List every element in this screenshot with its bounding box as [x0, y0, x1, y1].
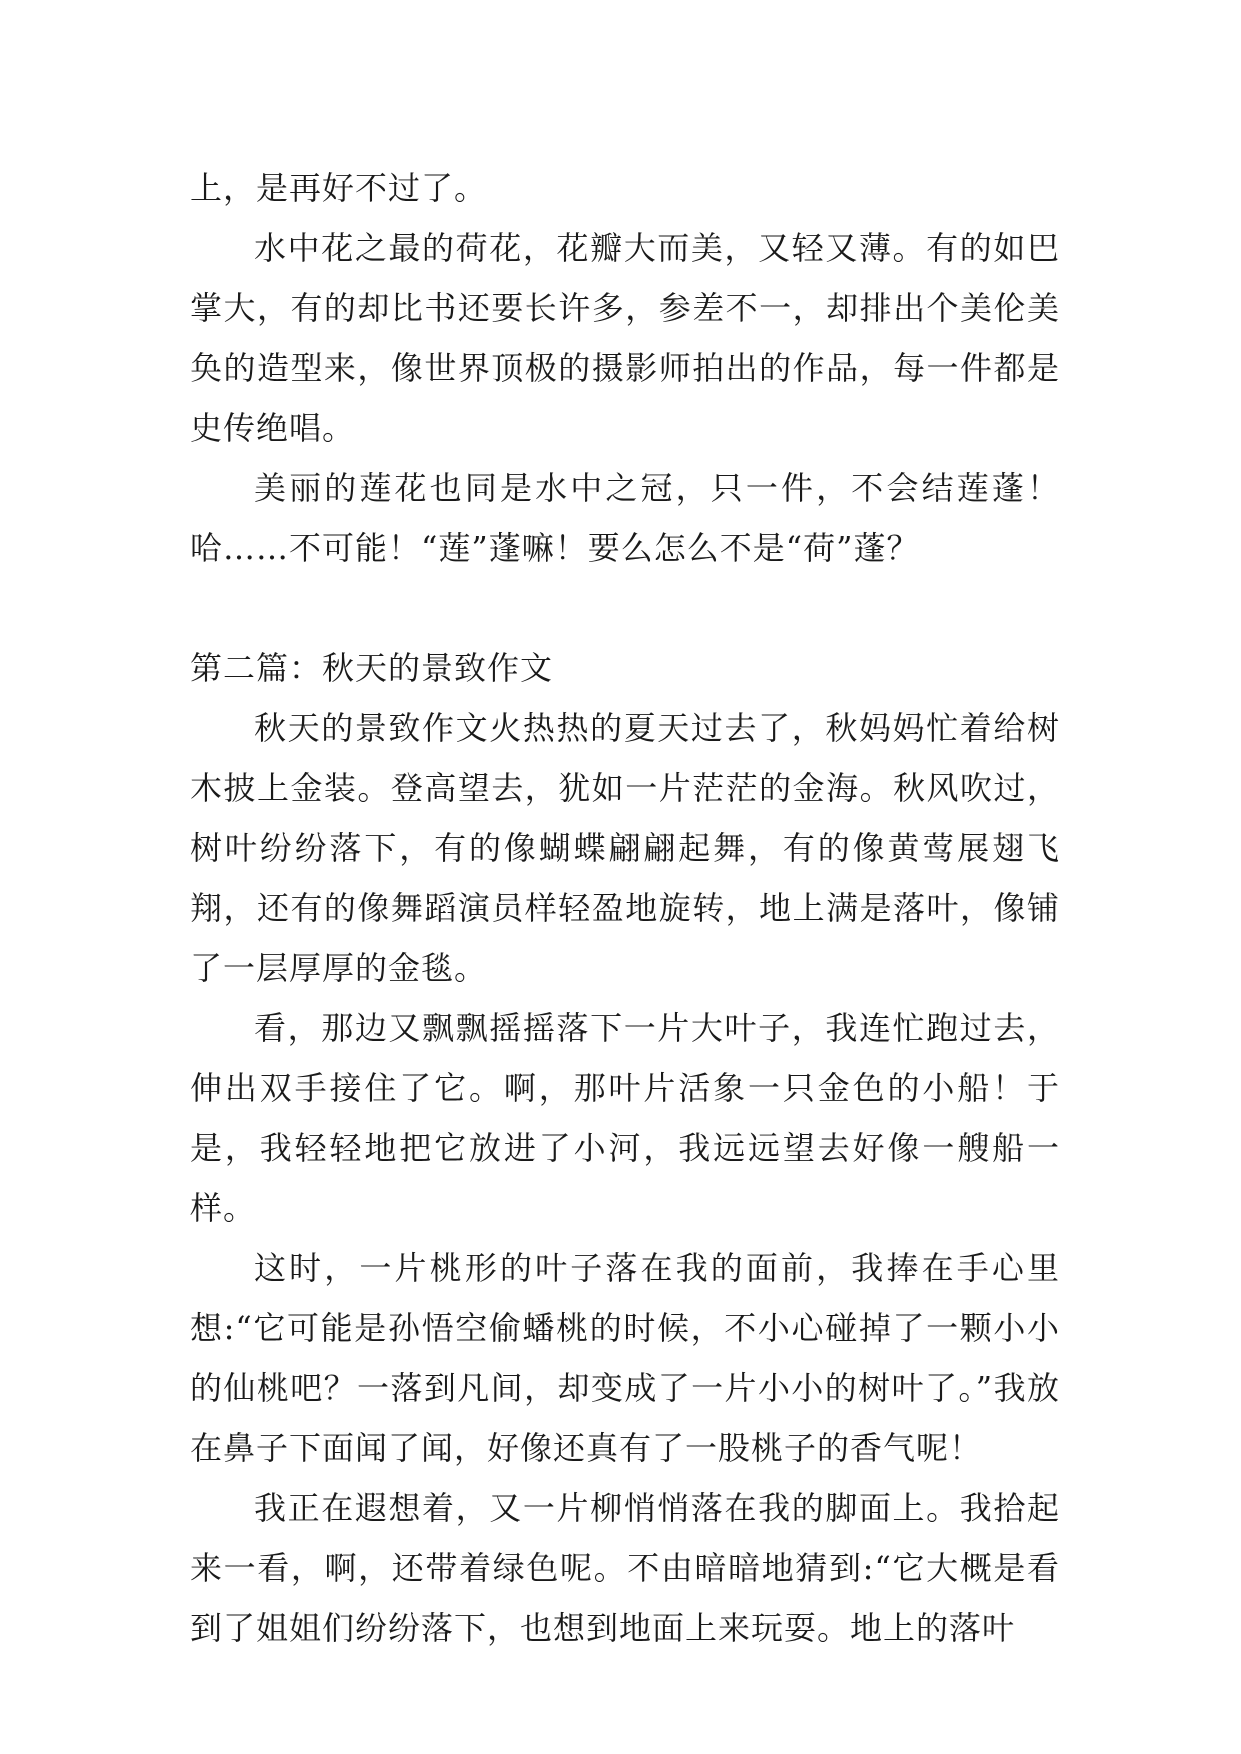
paragraph-lotus-flower: 水中花之最的荷花，花瓣大而美，又轻又薄。有的如巴掌大，有的却比书还要长许多，参差不一，却排出个美伦美奂的造型来，像世界顶极的摄影师拍出的作品，每一件都是史传绝唱。	[190, 229, 1060, 447]
paragraph-autumn-scenery: 秋天的景致作文火热热的夏天过去了，秋妈妈忙着给树木披上金装。登高望去，犹如一片茫茫的金海。秋风吹过，树叶纷纷落下，有的像蝴蝶翩翩起舞，有的像黄莺展翅飞翔，还有的像舞蹈演员样轻盈地旋转，地上满是落叶，像铺了一层厚厚的金毯。	[190, 709, 1060, 987]
section-heading: 第二篇：秋天的景致作文	[190, 649, 554, 687]
paragraph-lotus-pod: 美丽的莲花也同是水中之冠，只一件，不会结莲蓬！哈……不可能！“莲”蓬嘛！要么怎么不是“荷”蓬？	[190, 469, 1060, 567]
paragraph-peach-leaf: 这时，一片桃形的叶子落在我的面前，我捧在手心里想:“它可能是孙悟空偷蟠桃的时候，不小心碰掉了一颗小小的仙桃吧？一落到凡间，却变成了一片小小的树叶了。”我放在鼻子下面闻了闻，好像还真有了一股桃子的香气呢！	[190, 1249, 1060, 1467]
paragraph-willow-leaf: 我正在遐想着，又一片柳悄悄落在我的脚面上。我拾起来一看，啊，还带着绿色呢。不由暗暗地猜到:“它大概是看到了姐姐们纷纷落下，也想到地面上来玩耍。地上的落叶	[190, 1489, 1060, 1647]
paragraph-leaf-boat: 看，那边又飘飘摇摇落下一片大叶子，我连忙跑过去，伸出双手接住了它。啊，那叶片活象一只金色的小船！于是，我轻轻地把它放进了小河，我远远望去好像一艘船一样。	[190, 1009, 1060, 1227]
paragraph-continuation: 上，是再好不过了。	[190, 169, 488, 207]
document-body	[190, 158, 1060, 1658]
